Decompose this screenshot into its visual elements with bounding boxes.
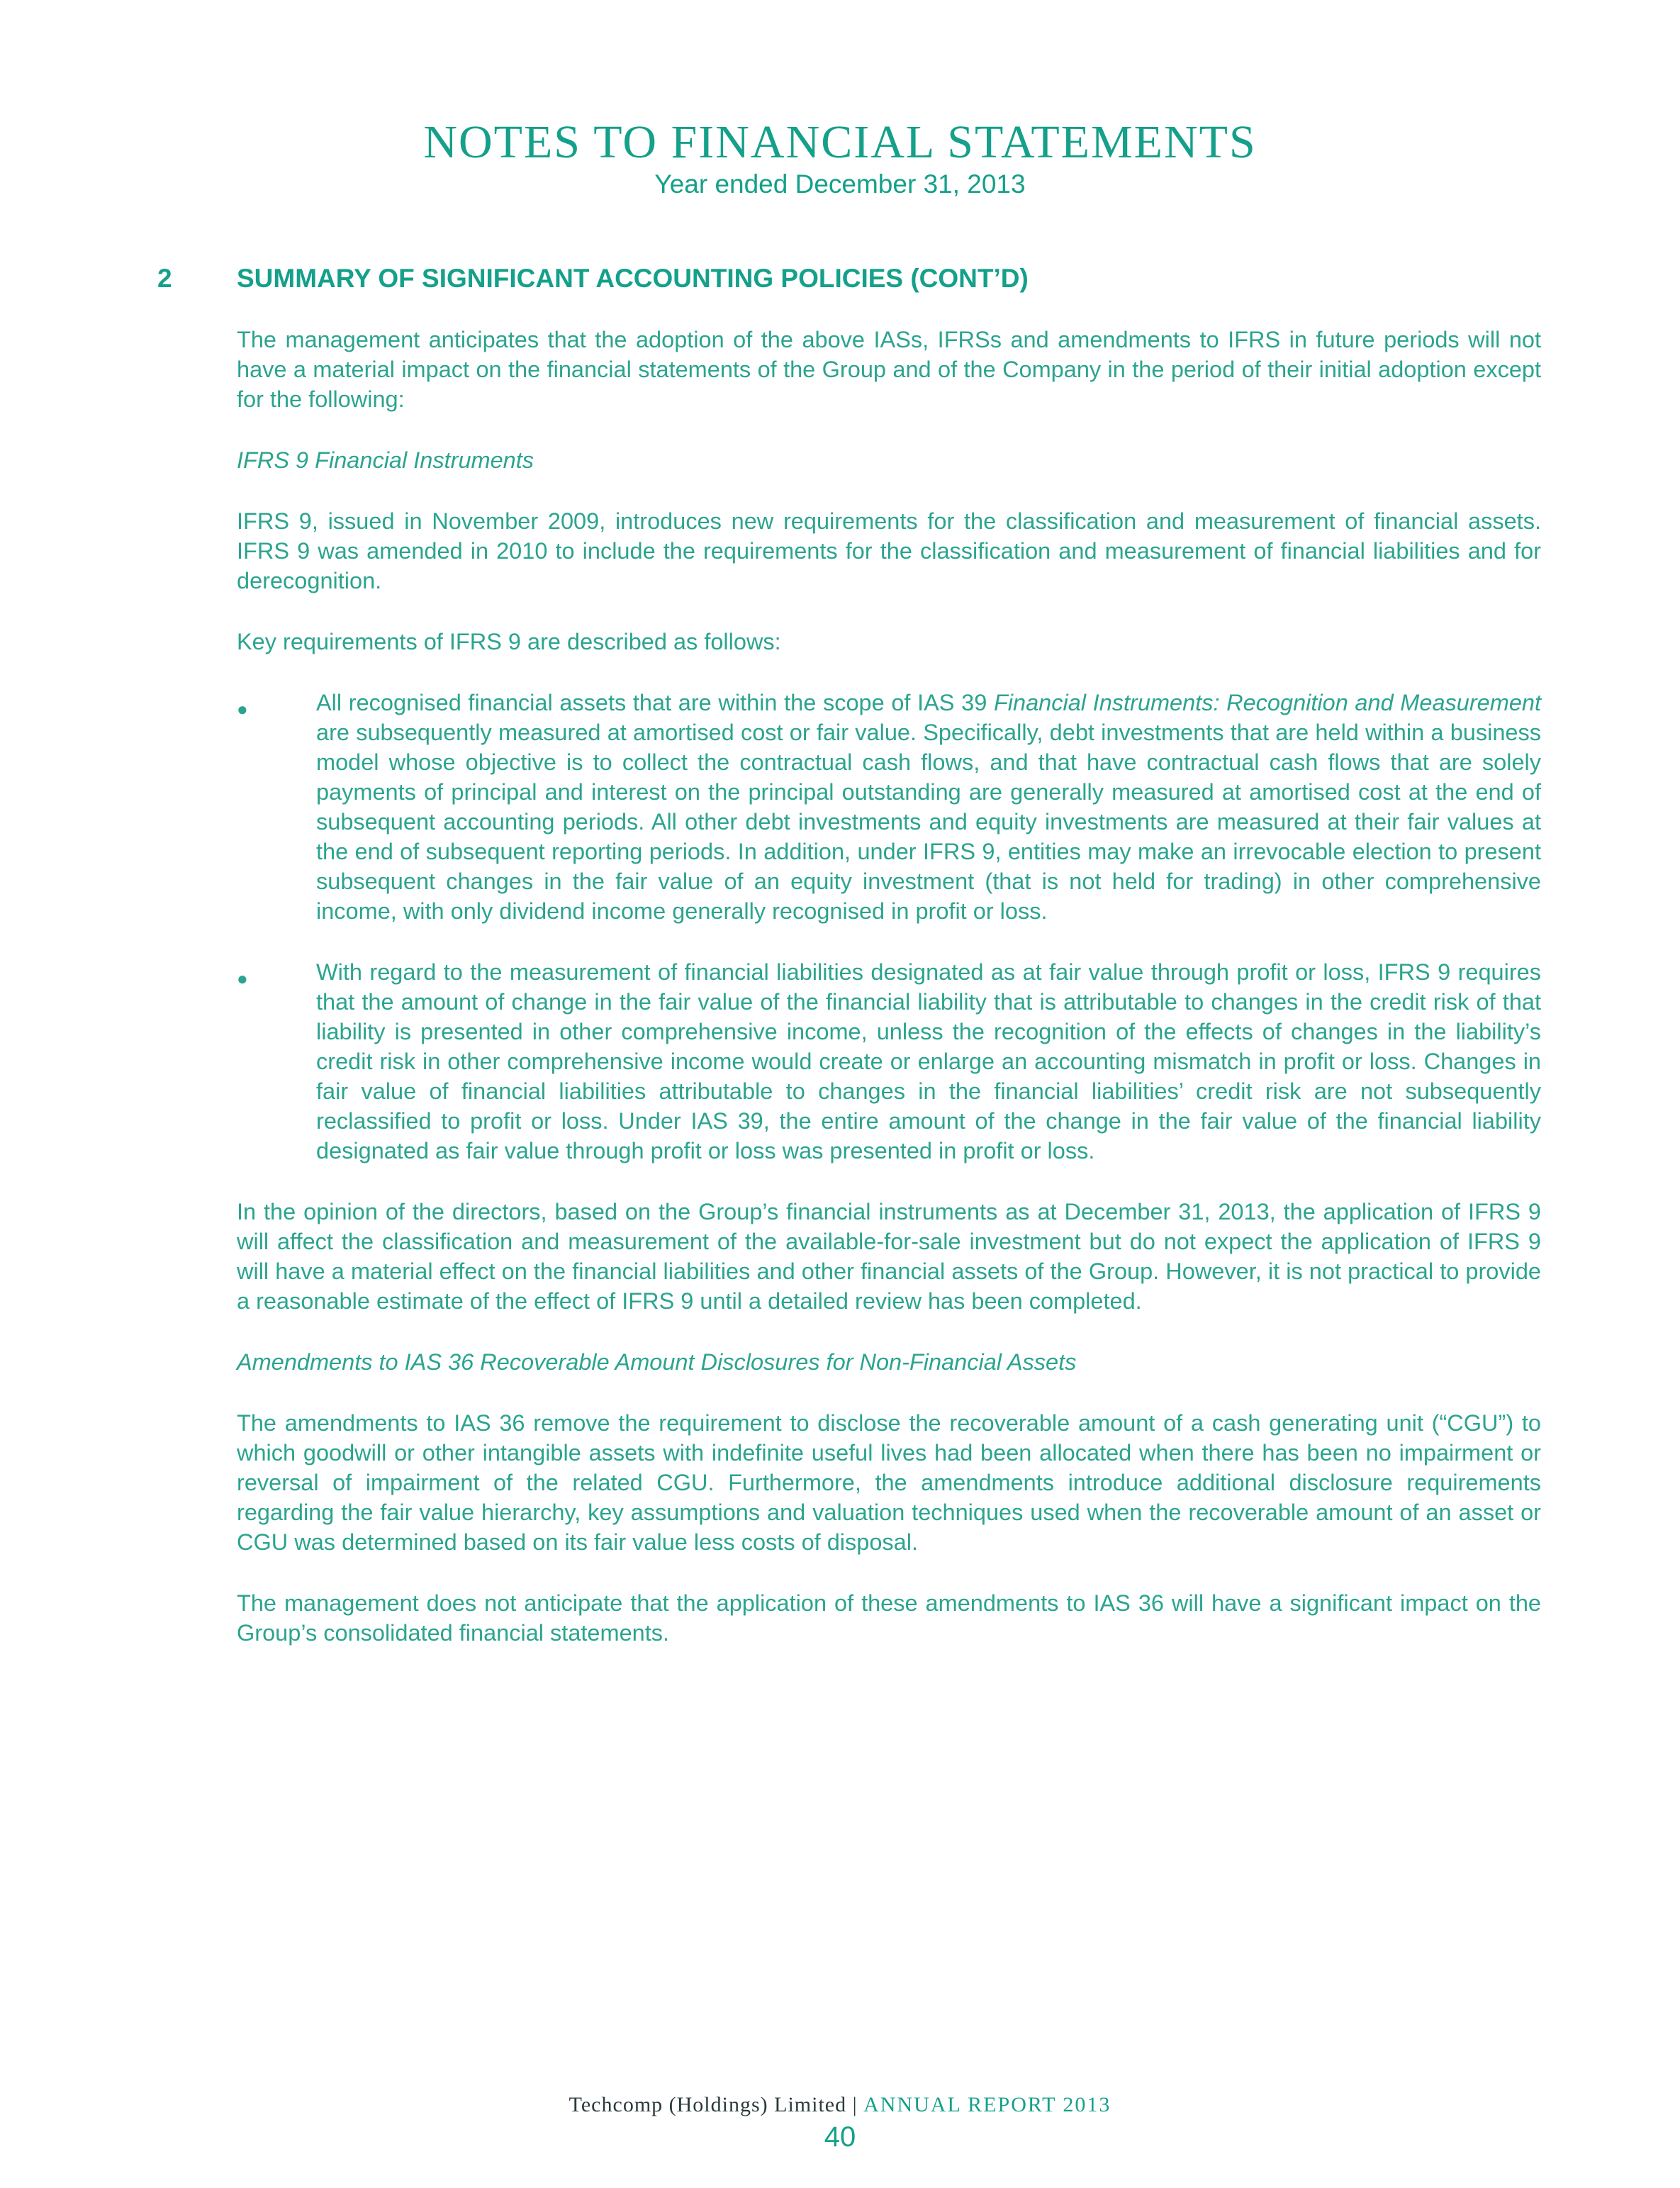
bullet-item-financial-assets (237, 688, 1541, 926)
page-subtitle: Year ended December 31, 2013 (654, 169, 1026, 199)
closing-paragraph: The management does not anticipate that the application of these amendments to IAS 36 will have a significant impact on the Group’s consolidated financial statements. (237, 1590, 1541, 1646)
bullet-item-financial-liabilities (237, 957, 1541, 1166)
ias39-title: Financial Instruments: Recognition and Measurement (993, 690, 1542, 715)
ifrs9-paragraph: IFRS 9, issued in November 2009, introduces new requirements for the classification and measurement of financial assets. IFRS 9 was amended in 2010 to include the requirements for the classification and measurement of financial liabilities and for derecognition. (237, 508, 1541, 593)
bullet-text: With regard to the measurement of financial liabilities designated as at fair value through profit or loss, IFRS 9 requires that the amount of change in the fair value of the financial liability that is attributable to changes in the credit risk of that liability is presented in other comprehensive income, unless the recognition of the effects of changes in the liability’s credit risk in other comprehensive income would create or enlarge an accounting mismatch in profit or loss. Changes in fair value of financial liabilities attributable to changes in the financial liabilities’ credit risk are not subsequently reclassified to profit or loss. Under IAS 39, the entire amount of the change in the fair value of the financial liability designated as fair value through profit or loss was presented in profit or loss. (316, 959, 1541, 1163)
section-heading (157, 264, 1029, 294)
page-footer (0, 2093, 1680, 2153)
directors-opinion-paragraph: In the opinion of the directors, based on the Group’s financial instruments as at December 31, 2013, the application of IFRS 9 will affect the classification and measurement of the available-for-sale investment but do not expect the application of IFRS 9 will have a material effect on the financial liabilities and other financial assets of the Group. However, it is not practical to provide a reasonable estimate of the effect of IFRS 9 until a detailed review has been completed. (237, 1199, 1541, 1314)
document-body (237, 325, 1541, 1679)
bullet-text: All recognised financial assets that are within the scope of IAS 39 Financial Instruments: Recognition and Measurement are subsequently measured at amortised cost or fair value. Specifically, debt investments that are held within a business model whose objective is to collect the contractual cash flows, and that have contractual cash flows that are solely payments of principal and interest on the principal outstanding are generally measured at amortised cost at the end of subsequent accounting periods. All other debt investments and equity investments are measured at their fair values at the end of subsequent reporting periods. In addition, under IFRS 9, entities may make an irrevocable election to present subsequent changes in the fair value of an equity investment (that is not held for trading) in other comprehensive income, with only dividend income generally recognised in profit or loss. (316, 690, 1542, 924)
page-header (0, 117, 1680, 200)
section-title: SUMMARY OF SIGNIFICANT ACCOUNTING POLICIES (CONT’D) (237, 264, 1029, 293)
ias36-heading: Amendments to IAS 36 Recoverable Amount Disclosures for Non-Financial Assets (237, 1349, 1077, 1375)
ifrs9-heading: IFRS 9 Financial Instruments (237, 447, 534, 473)
section-number: 2 (157, 264, 172, 293)
page-number: 40 (824, 2121, 856, 2153)
page-title: NOTES TO FINANCIAL STATEMENTS (423, 116, 1257, 168)
bullet-icon: ● (237, 698, 248, 720)
ias36-paragraph: The amendments to IAS 36 remove the requirement to disclose the recoverable amount of a cash generating unit (“CGU”) to which goodwill or other intangible assets with indefinite useful lives had been allocated when there has been no impairment or reversal of impairment of the related CGU. Furthermore, the amendments introduce additional disclosure requirements regarding the fair value hierarchy, key assumptions and valuation techniques used when the recoverable amount of an asset or CGU was determined based on its fair value less costs of disposal. (237, 1410, 1541, 1555)
footer-report-title: ANNUAL REPORT 2013 (863, 2093, 1111, 2116)
key-requirements-paragraph: Key requirements of IFRS 9 are described as follows: (237, 629, 781, 654)
footer-separator: | (852, 2093, 858, 2116)
bullet-icon: ● (237, 968, 248, 989)
footer-company: Techcomp (Holdings) Limited (569, 2093, 847, 2116)
intro-paragraph: The management anticipates that the adoption of the above IASs, IFRSs and amendments to IFRS in future periods will not have a material impact on the financial statements of the Group and of the Company in the period of their initial adoption except for the following: (237, 327, 1541, 412)
